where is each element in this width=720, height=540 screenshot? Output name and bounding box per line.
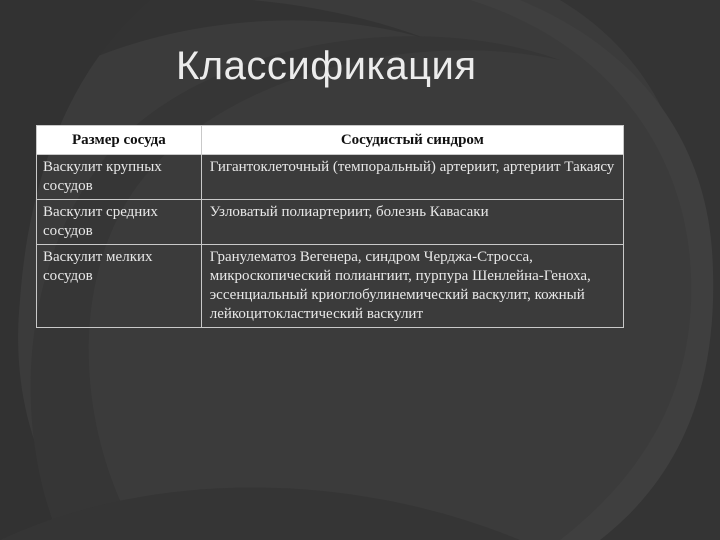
- slide-title: Классификация: [176, 44, 477, 88]
- vessel-size-cell: Васкулит мелких сосудов: [37, 245, 202, 328]
- classification-table: [36, 125, 624, 328]
- header-vessel-size: Размер сосуда: [37, 126, 202, 155]
- table-row: [37, 155, 624, 200]
- vessel-size-cell: Васкулит средних сосудов: [37, 200, 202, 245]
- syndrome-cell: Гранулематоз Вегенера, синдром Черджа-Стросса, микроскопический полиангиит, пурпура Шенлейна-Геноха, эссенциальный криоглобулинемический васкулит, кожный лейкоцитокластический васкулит: [201, 245, 623, 328]
- syndrome-cell: Гигантоклеточный (темпоральный) артериит, артериит Такаясу: [201, 155, 623, 200]
- table-header-row: [37, 126, 624, 155]
- table-row: [37, 200, 624, 245]
- syndrome-cell: Узловатый полиартериит, болезнь Кавасаки: [201, 200, 623, 245]
- table-row: [37, 245, 624, 328]
- vessel-size-cell: Васкулит крупных сосудов: [37, 155, 202, 200]
- header-vascular-syndrome: Сосудистый синдром: [201, 126, 623, 155]
